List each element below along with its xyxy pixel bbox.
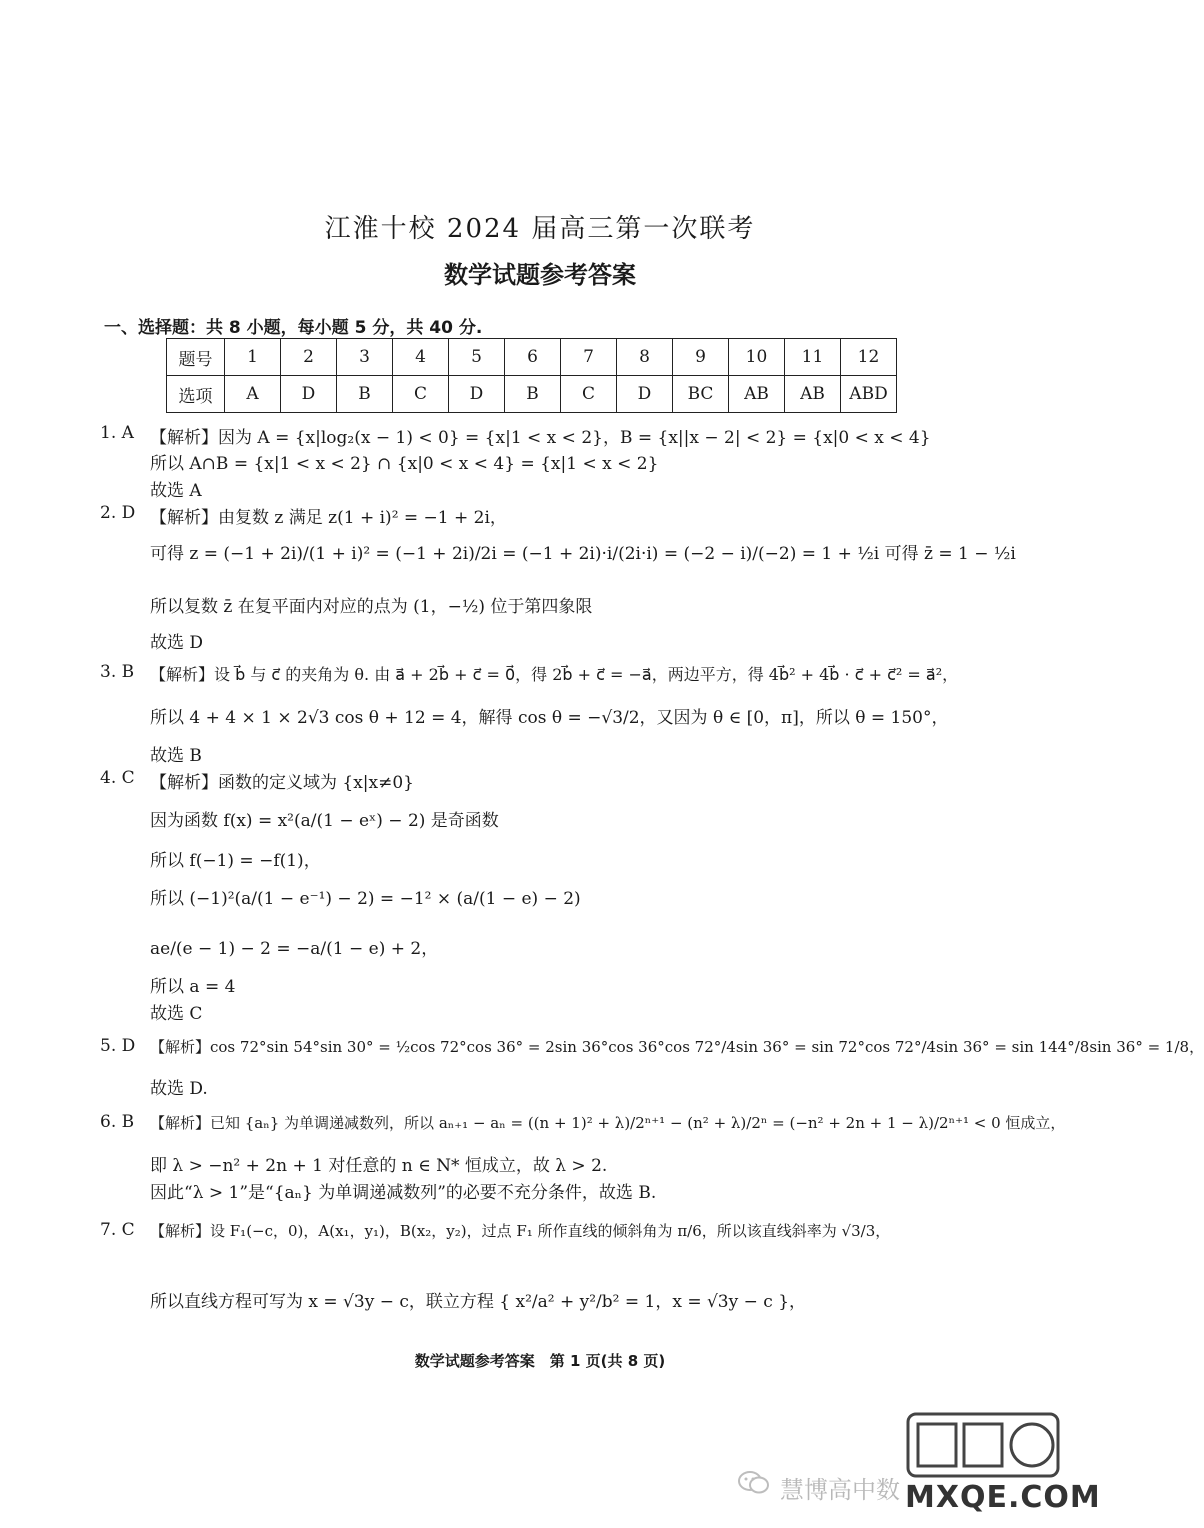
- table-cell: C: [393, 376, 449, 413]
- q4-line: 因为函数 f(x) = x²(a/(1 − eˣ) − 2) 是奇函数: [150, 811, 499, 831]
- q3-line: 故选 B: [150, 746, 202, 766]
- table-cell: 12: [841, 339, 897, 376]
- q4-line: 所以 a = 4: [150, 977, 236, 997]
- q4-line: 【解析】函数的定义域为 {x|x≠0}: [150, 773, 414, 793]
- q5-number: 5. D: [100, 1036, 136, 1056]
- q3-line: 【解析】设 b⃗ 与 c⃗ 的夹角为 θ. 由 a⃗ + 2b⃗ + c⃗ = 0⃗，得 2b⃗ + c⃗ = −a⃗，两边平方，得 4b⃗² + 4b⃗ · c⃗ + c⃗² = a⃗²，: [150, 665, 959, 684]
- table-cell: 8: [617, 339, 673, 376]
- q5-line: 【解析】cos 72°sin 54°sin 30° = ½cos 72°cos 36° = 2sin 36°cos 36°cos 72°/4sin 36° = sin 72°cos 72°/4sin 36° = sin 144°/8sin 36° = 1/8，: [150, 1038, 1204, 1056]
- table-cell: D: [449, 376, 505, 413]
- table-cell: B: [337, 376, 393, 413]
- table-cell: 6: [505, 339, 561, 376]
- q6-line: 即 λ > −n² + 2n + 1 对任意的 n ∈ N* 恒成立，故 λ > 2.: [150, 1156, 608, 1176]
- q4-line: 所以 f(−1) = −f(1)，: [150, 851, 321, 871]
- table-header-cell: 题号: [167, 339, 225, 376]
- q3-line: 所以 4 + 4 × 1 × 2√3 cos θ + 12 = 4，解得 cos θ = −√3/2，又因为 θ ∈ [0，π]，所以 θ = 150°，: [150, 708, 949, 728]
- q7-number: 7. C: [100, 1220, 135, 1240]
- table-cell: 9: [673, 339, 729, 376]
- q3-number: 3. B: [100, 662, 135, 682]
- q2-line: 所以复数 z̄ 在复平面内对应的点为 (1，−½) 位于第四象限: [150, 597, 593, 617]
- q7-line: 所以直线方程可写为 x = √3y − c，联立方程 { x²/a² + y²/b² = 1，x = √3y − c }，: [150, 1292, 807, 1312]
- q6-number: 6. B: [100, 1112, 135, 1132]
- q7-line: 【解析】设 F₁(−c，0)，A(x₁，y₁)，B(x₂，y₂)，过点 F₁ 所作直线的倾斜角为 π/6，所以该直线斜率为 √3/3，: [150, 1222, 891, 1240]
- answer-table: [166, 338, 897, 413]
- q2-number: 2. D: [100, 503, 136, 523]
- q5-line: 故选 D.: [150, 1079, 208, 1099]
- table-cell: A: [225, 376, 281, 413]
- table-cell: 10: [729, 339, 785, 376]
- table-cell: B: [505, 376, 561, 413]
- q4-number: 4. C: [100, 768, 135, 788]
- q2-line: 【解析】由复数 z 满足 z(1 + i)² = −1 + 2i，: [150, 508, 507, 528]
- logo-text: MXQE.COM: [905, 1480, 1101, 1515]
- wechat-icon: [738, 1470, 770, 1496]
- table-cell: 4: [393, 339, 449, 376]
- q1-line: 【解析】因为 A = {x|log₂(x − 1) < 0} = {x|1 < x < 2}，B = {x||x − 2| < 2} = {x|0 < x < 4}: [150, 428, 931, 448]
- q2-line: 故选 D: [150, 633, 204, 653]
- q4-line: 故选 C: [150, 1004, 203, 1024]
- page-title: 江淮十校 2024 届高三第一次联考: [324, 214, 756, 244]
- table-cell: 11: [785, 339, 841, 376]
- q6-line: 【解析】已知 {aₙ} 为单调递减数列，所以 aₙ₊₁ − aₙ = ((n + 1)² + λ)/2ⁿ⁺¹ − (n² + λ)/2ⁿ = (−n² + 2n + 1 − λ)/2ⁿ⁺¹ < 0 恒成立，: [150, 1114, 1066, 1132]
- table-cell: C: [561, 376, 617, 413]
- q4-line: ae/(e − 1) − 2 = −a/(1 − e) + 2，: [150, 939, 439, 959]
- page-subtitle: 数学试题参考答案: [444, 261, 636, 289]
- table-cell: D: [281, 376, 337, 413]
- table-cell: ABD: [841, 376, 897, 413]
- table-cell: 2: [281, 339, 337, 376]
- table-row: [167, 339, 897, 376]
- q1-line: 故选 A: [150, 481, 202, 501]
- q6-line: 因此“λ > 1”是“{aₙ} 为单调递减数列”的必要不充分条件，故选 B.: [150, 1183, 657, 1203]
- q4-line: 所以 (−1)²(a/(1 − e⁻¹) − 2) = −1² × (a/(1 − e) − 2): [150, 889, 581, 909]
- table-cell: D: [617, 376, 673, 413]
- watermark-text: 慧博高中数: [780, 1476, 900, 1504]
- table-cell: 1: [225, 339, 281, 376]
- table-cell: BC: [673, 376, 729, 413]
- table-cell: AB: [785, 376, 841, 413]
- table-cell: 5: [449, 339, 505, 376]
- table-header-cell: 选项: [167, 376, 225, 413]
- page-footer: 数学试题参考答案 第 1 页(共 8 页): [414, 1352, 666, 1370]
- table-cell: AB: [729, 376, 785, 413]
- section-heading: 一、选择题：共 8 小题，每小题 5 分，共 40 分.: [104, 318, 483, 338]
- table-cell: 3: [337, 339, 393, 376]
- q2-line: 可得 z = (−1 + 2i)/(1 + i)² = (−1 + 2i)/2i = (−1 + 2i)·i/(2i·i) = (−2 − i)/(−2) = 1 + ½i 可得 z̄ = 1 − ½i: [150, 544, 1016, 564]
- q1-number: 1. A: [100, 423, 134, 443]
- table-row: [167, 376, 897, 413]
- q1-line: 所以 A∩B = {x|1 < x < 2} ∩ {x|0 < x < 4} = {x|1 < x < 2}: [150, 454, 659, 474]
- table-cell: 7: [561, 339, 617, 376]
